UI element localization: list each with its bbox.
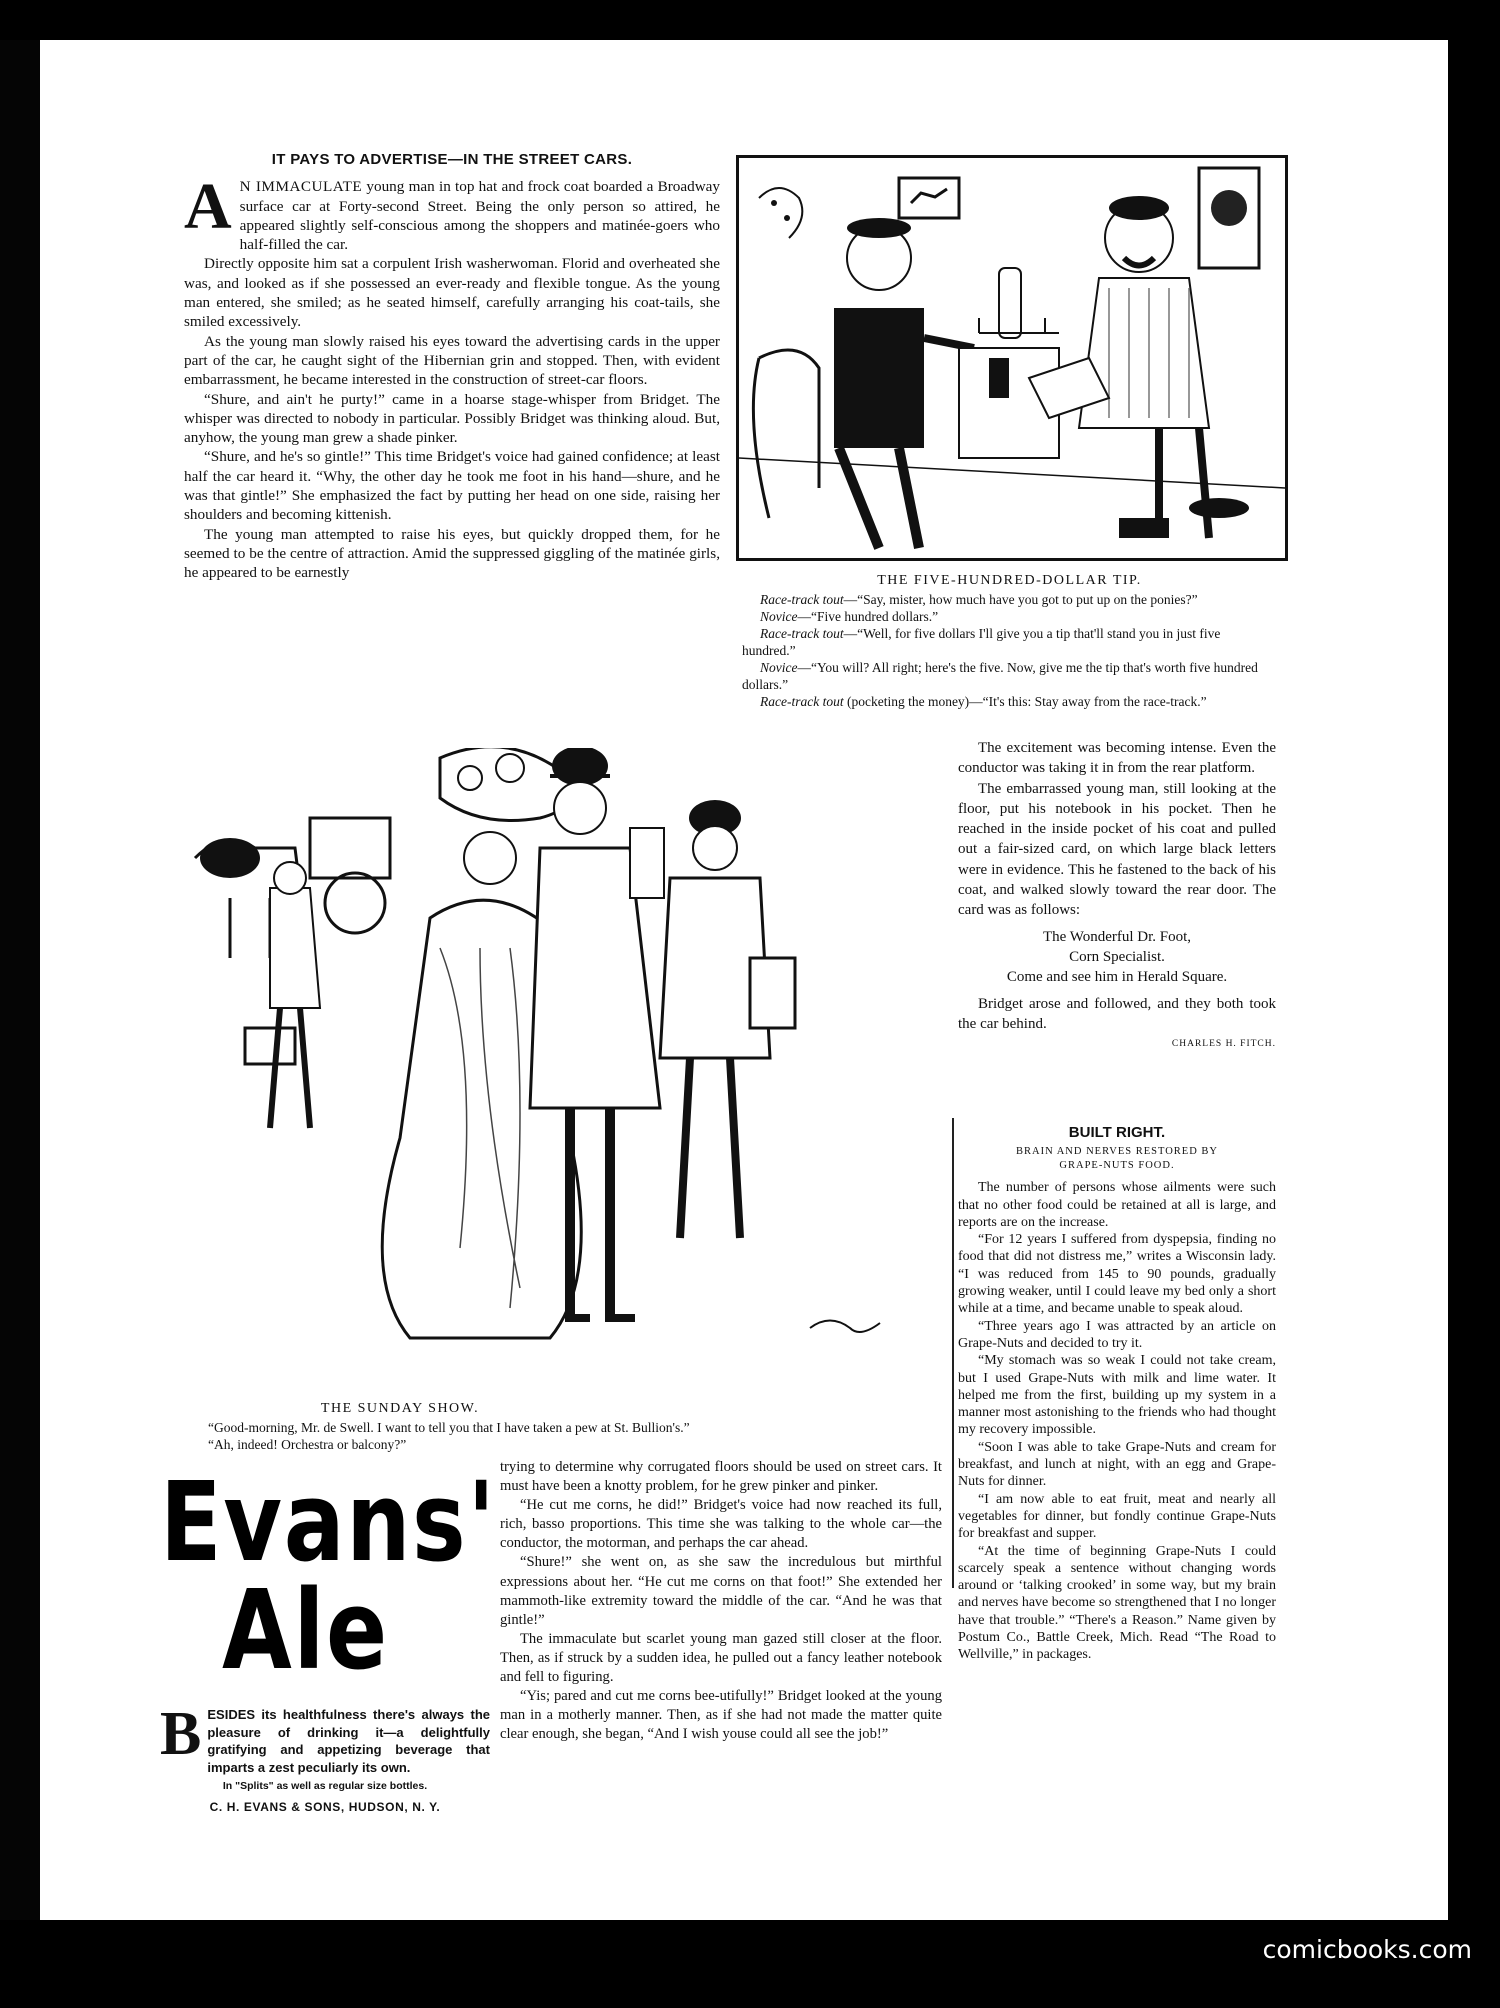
grape-nuts-paragraph-6: “I am now able to eat fruit, meat and nearly all vegetables for dinner, but fondly continue Grape-Nuts for breakfast and supper. — [958, 1491, 1276, 1542]
subtitle-line-1: BRAIN AND NERVES RESTORED BY — [1016, 1146, 1218, 1158]
speaker-label: Race-track tout — [760, 592, 844, 607]
ad-drop-cap: B — [160, 1700, 202, 1768]
subtitle-line-2: GRAPE-NUTS FOOD. — [1059, 1160, 1175, 1172]
sunday-show-drawing — [190, 748, 910, 1388]
sunday-line-1: “Good-morning, Mr. de Swell. I want to tell you that I have taken a pew at St. Bullion's.” — [208, 1420, 690, 1435]
author-signature: CHARLES H. FITCH. — [1171, 1039, 1276, 1050]
caption-line-5 — [742, 693, 1277, 710]
dialogue-text: —“Well, for five dollars I'll give you a tip that'll stand you in just five hundred.” — [742, 626, 1221, 658]
article-paragraph-5: “Shure, and he's so gintle!” This time Bridget's voice had gained confidence; at least half the car heard it. “Why, the other day he took me foot in his hand—shure, and he was that gintle!” She emphasized the fact by putting her head on one side, raising her shoulders and becoming kittenish. — [184, 448, 720, 524]
cartoon-sunday-show — [190, 748, 910, 1388]
first-words: N IMMACULATE — [239, 178, 363, 196]
dialogue-text: —“Say, mister, how much have you got to put up on the ponies?” — [843, 592, 1198, 607]
grape-nuts-advertisement — [958, 1124, 1276, 1664]
article-paragraph-2: Directly opposite him sat a corpulent Irish washerwoman. Florid and overheated she was, and looked as if she possessed an ever-ready and flexible tongue. As the young man entered, she smiled; as he seated himself, carefully arranging his coat-tails, she smiled excessively. — [184, 255, 720, 331]
card-line-1: The Wonderful Dr. Foot, — [1042, 928, 1192, 945]
grape-nuts-paragraph-7: “At the time of beginning Grape-Nuts I could scarcely speak a sentence without changing words around or ‘talking crooked’ in some way, but my brain and nerves have become so strengthened that I no longer have that trouble.” “There's a Reason.” Name given by Postum Co., Battle Creek, Mich. Read “The Road to Wellville,” in packages. — [958, 1543, 1276, 1663]
caption-line-1 — [742, 591, 1277, 608]
dialogue-text: —“You will? All right; here's the five. Now, give me the tip that's worth five hundred dollars.” — [742, 660, 1258, 692]
grape-nuts-paragraph-4: “My stomach was so weak I could not take cream, but I used Grape-Nuts with milk and lime water. It helped me from the first, building up my system in a manner most astonishing to the friends who had thought my recovery impossible. — [958, 1353, 1276, 1438]
card-line-3: Come and see him in Herald Square. — [1006, 969, 1228, 986]
built-right-title: BUILT RIGHT. — [1068, 1124, 1166, 1141]
caption-line-2 — [742, 608, 1277, 625]
speaker-label: Novice — [760, 660, 798, 675]
article-paragraph-1 — [184, 170, 721, 254]
article-title: IT PAYS TO ADVERTISE—IN THE STREET CARS. — [271, 151, 633, 168]
article-paragraph-11: “Yis; pared and cut me corns bee-utifully!” Bridget looked at the young man in a motherly manner. Then, as if she had not made the matter quite clear enough, she began, “And I wish youse could all see the job!” — [500, 1688, 942, 1743]
grape-nuts-paragraph-2: “For 12 years I suffered from dyspepsia, finding no food that did not distress me,” writes a Wisconsin lady. “I was reduced from 145 to 90 pounds, gradually growing weaker, until I could leave my bed only a short while at a time, and became unable to speak aloud. — [958, 1232, 1276, 1317]
article-paragraph-13: The embarrassed young man, still looking at the floor, put his notebook in his pocket. Then he reached in the inside pocket of his coat and pulled out a fair-sized card, on which large black letters were in evidence. This he fastened to the back of his coat, and walked slowly toward the rear door. The card was as follows: — [958, 780, 1276, 919]
speaker-label: Race-track tout — [760, 626, 844, 641]
speaker-label: Race-track tout — [760, 694, 844, 709]
column-rule — [952, 1118, 954, 1588]
sunday-line-2: “Ah, indeed! Orchestra or balcony?” — [208, 1437, 407, 1452]
evans-ad-body — [160, 1700, 490, 1776]
article-paragraph-12: The excitement was becoming intense. Even the conductor was taking it in from the rear platform. — [958, 740, 1276, 777]
dialogue-text: (pocketing the money)—“It's this: Stay away from the race-track.” — [843, 694, 1207, 709]
caption-line-3 — [742, 625, 1277, 659]
article-column-1 — [184, 150, 720, 583]
evans-logo-line-1: Evans' — [160, 1458, 497, 1586]
dialogue-text: —“Five hundred dollars.” — [797, 609, 939, 624]
article-paragraph-3: As the young man slowly raised his eyes toward the advertising cards in the upper part of the car, he caught sight of the Hibernian grin and stopped. Then, with evident embarrassment, he became interested in the construction of street-car floors. — [184, 332, 720, 389]
article-paragraph-9: “Shure!” she went on, as she saw the incredulous but mirthful expressions about her. “He cut me corns on that foot!” She extended her mammoth-like extremity toward the middle of the car. “And he was that gintle!” — [500, 1554, 942, 1628]
ad-body-text: ESIDES its healthfulness there's always the pleasure of drinking it—a delightfully gratifying and appetizing beverage that imparts a zest peculiarly its own. — [207, 1707, 490, 1775]
site-watermark: comicbooks.com — [1262, 1935, 1472, 1964]
article-paragraph-4: “Shure, and ain't he purty!” came in a hoarse stage-whisper from Bridget. The whisper was directed to nobody in particular. Possibly Bridget was thinking aloud. But, anyhow, the young man grew a shade pinker. — [184, 390, 720, 447]
drop-cap: A — [184, 170, 232, 244]
sunday-show-caption — [190, 1400, 910, 1453]
corn-specialist-card — [958, 927, 1276, 988]
grape-nuts-paragraph-1: The number of persons whose ailments were such that no other food could be retained at all is large, and reports are on the increase. — [958, 1180, 1276, 1230]
card-line-2: Corn Specialist. — [1069, 948, 1165, 965]
speaker-label: Novice — [760, 609, 798, 624]
article-paragraph-6: The young man attempted to raise his eyes, but quickly dropped them, for he seemed to be the centre of attraction. Amid the suppressed giggling of the matinée girls, he appeared to be earnestly — [184, 525, 720, 582]
binding-gutter — [0, 40, 40, 1920]
built-right-subtitle — [958, 1145, 1276, 1173]
caption-line-4 — [742, 659, 1277, 693]
evans-logo-line-2: Ale — [222, 1566, 389, 1694]
paragraph-text: young man in top hat and frock coat boarded a Broadway surface car at Forty-second Street. Being the only person so attired, he appeared slightly self-conscious among the shoppers and matinée-goers who half-filled the car. — [239, 178, 721, 254]
article-column-2 — [500, 1458, 942, 1744]
tip-caption — [742, 572, 1277, 710]
tip-cartoon-drawing — [739, 158, 1285, 558]
evans-ad-maker: C. H. EVANS & SONS, HUDSON, N. Y. — [209, 1800, 441, 1814]
sunday-show-title: THE SUNDAY SHOW. — [320, 1401, 480, 1416]
article-paragraph-14: Bridget arose and followed, and they both took the car behind. — [958, 995, 1276, 1032]
article-column-3 — [958, 738, 1276, 1054]
grape-nuts-paragraph-5: “Soon I was able to take Grape-Nuts and cream for breakfast, and lunch at night, with an egg and Grape-Nuts for dinner. — [958, 1439, 1276, 1490]
evans-ale-advertisement — [160, 1458, 497, 1814]
article-paragraph-10: The immaculate but scarlet young man gazed still closer at the floor. Then, as if struck by a sudden idea, he pulled out a fancy leather notebook and fell to figuring. — [500, 1630, 942, 1686]
cartoon-five-hundred-dollar-tip — [736, 155, 1288, 561]
article-paragraph-7: trying to determine why corrugated floors should be used on street cars. It must have been a knotty problem, for he grew pinker and pinker. — [500, 1459, 942, 1495]
grape-nuts-paragraph-3: “Three years ago I was attracted by an article on Grape-Nuts and decided to try it. — [958, 1318, 1276, 1351]
evans-ad-bottles-note: In "Splits" as well as regular size bottles. — [222, 1780, 428, 1792]
tip-caption-title: THE FIVE-HUNDRED-DOLLAR TIP. — [877, 573, 1142, 588]
article-paragraph-8: “He cut me corns, he did!” Bridget's voice had now reached its full, rich, basso proportions. This time she was talking to the whole car—the conductor, the motorman, and perhaps the car ahead. — [500, 1497, 942, 1552]
